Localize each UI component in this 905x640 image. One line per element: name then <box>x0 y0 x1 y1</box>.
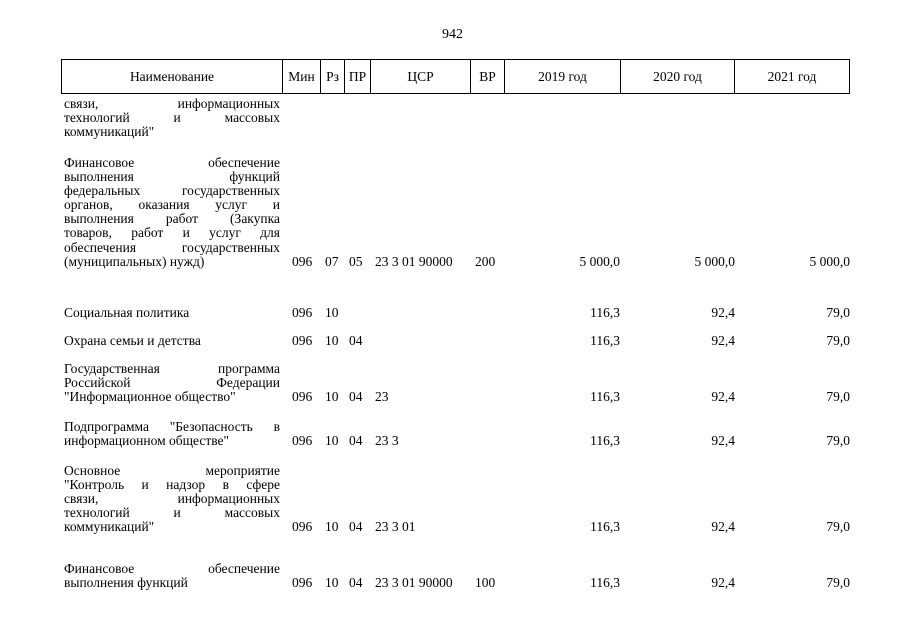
header-csr: ЦСР <box>371 60 471 93</box>
header-name: Наименование <box>62 60 283 93</box>
row-name-line: (муниципальных) нужд) <box>64 253 205 269</box>
row-name <box>64 156 280 269</box>
cell-rz: 10 <box>325 389 339 405</box>
cell-2019: 116,3 <box>590 575 620 591</box>
row-name-line: органов, оказания услуг и <box>64 197 280 213</box>
row-name-line: информационном обществе" <box>64 433 230 449</box>
cell-pr: 04 <box>349 333 363 348</box>
cell-pr: 04 <box>349 389 363 405</box>
cell-min: 096 <box>292 333 313 348</box>
row-name <box>64 334 280 348</box>
row-name <box>64 464 280 534</box>
header-2019: 2019 год <box>505 60 621 93</box>
row-name <box>64 97 280 139</box>
row-name-line: коммуникаций" <box>64 124 155 140</box>
cell-csr: 23 3 01 90000 <box>375 253 453 269</box>
row-name-line: Финансовое обеспечение <box>64 561 280 576</box>
header-2020: 2020 год <box>621 60 735 93</box>
cell-rz: 10 <box>325 433 339 449</box>
cell-2020: 92,4 <box>711 305 735 320</box>
header-rz: Рз <box>321 60 345 93</box>
cell-2021: 79,0 <box>826 575 850 591</box>
table-header <box>61 59 850 94</box>
cell-min: 096 <box>292 433 313 449</box>
cell-csr: 23 3 01 <box>375 519 416 535</box>
row-name-line: связи, информационных <box>64 96 280 111</box>
cell-2019: 116,3 <box>590 519 620 535</box>
row-name-line: технологий и массовых <box>64 505 280 521</box>
cell-pr: 04 <box>349 575 363 591</box>
row-name-line: выполнения работ (Закупка <box>64 211 280 227</box>
cell-rz: 10 <box>325 333 339 348</box>
cell-min: 096 <box>292 519 313 535</box>
cell-2020: 5 000,0 <box>694 253 735 269</box>
cell-2021: 79,0 <box>826 389 850 405</box>
header-min: Мин <box>283 60 321 93</box>
cell-2020: 92,4 <box>711 575 735 591</box>
row-name-line: Охрана семьи и детства <box>64 333 201 348</box>
row-name-line: коммуникаций" <box>64 519 155 535</box>
row-name-line: выполнения функций <box>64 169 280 185</box>
row-name-line: товаров, работ и услуг для <box>64 225 280 241</box>
row-name-line: федеральных государственных <box>64 183 280 199</box>
row-name <box>64 362 280 404</box>
page-number: 942 <box>442 27 463 42</box>
row-name-line: связи, информационных <box>64 491 280 507</box>
cell-2020: 92,4 <box>711 519 735 535</box>
cell-2021: 5 000,0 <box>809 253 850 269</box>
cell-vr: 200 <box>475 253 496 269</box>
row-name-line: Государственная программа <box>64 361 280 376</box>
cell-min: 096 <box>292 305 313 320</box>
cell-csr: 23 3 <box>375 433 399 449</box>
cell-rz: 10 <box>325 305 339 320</box>
cell-2021: 79,0 <box>826 305 850 320</box>
row-name-line: Российской Федерации <box>64 375 280 391</box>
row-name-line: Основное мероприятие <box>64 463 280 478</box>
cell-2020: 92,4 <box>711 389 735 405</box>
cell-2020: 92,4 <box>711 333 735 348</box>
cell-min: 096 <box>292 389 313 405</box>
cell-rz: 07 <box>325 253 339 269</box>
cell-csr: 23 <box>375 389 389 405</box>
cell-2021: 79,0 <box>826 333 850 348</box>
cell-rz: 10 <box>325 575 339 591</box>
row-name <box>64 420 280 448</box>
row-name-line: "Информационное общество" <box>64 389 236 405</box>
header-2021: 2021 год <box>767 69 817 84</box>
row-name-line: Социальная политика <box>64 305 190 320</box>
cell-csr: 23 3 01 90000 <box>375 575 453 591</box>
cell-2021: 79,0 <box>826 433 850 449</box>
cell-min: 096 <box>292 575 313 591</box>
row-name <box>64 562 280 590</box>
row-name-line: "Контроль и надзор в сфере <box>64 477 280 493</box>
row-name-line: выполнения функций <box>64 575 188 591</box>
row-name-line: Подпрограмма "Безопасность в <box>64 419 280 434</box>
cell-rz: 10 <box>325 519 339 535</box>
cell-2019: 116,3 <box>590 433 620 449</box>
header-vr: ВР <box>471 60 505 93</box>
cell-pr: 04 <box>349 433 363 449</box>
row-name-line: обеспечения государственных <box>64 239 280 255</box>
cell-vr: 100 <box>475 575 496 591</box>
cell-2020: 92,4 <box>711 433 735 449</box>
cell-2021: 79,0 <box>826 519 850 535</box>
cell-min: 096 <box>292 253 313 269</box>
cell-2019: 116,3 <box>590 305 620 320</box>
cell-2019: 5 000,0 <box>579 253 620 269</box>
row-name-line: Финансовое обеспечение <box>64 155 280 170</box>
row-name-line: технологий и массовых <box>64 110 280 126</box>
cell-2019: 116,3 <box>590 333 620 348</box>
cell-pr: 05 <box>349 253 363 269</box>
cell-pr: 04 <box>349 519 363 535</box>
cell-2019: 116,3 <box>590 389 620 405</box>
row-name <box>64 306 280 320</box>
header-pr: ПР <box>345 60 371 93</box>
